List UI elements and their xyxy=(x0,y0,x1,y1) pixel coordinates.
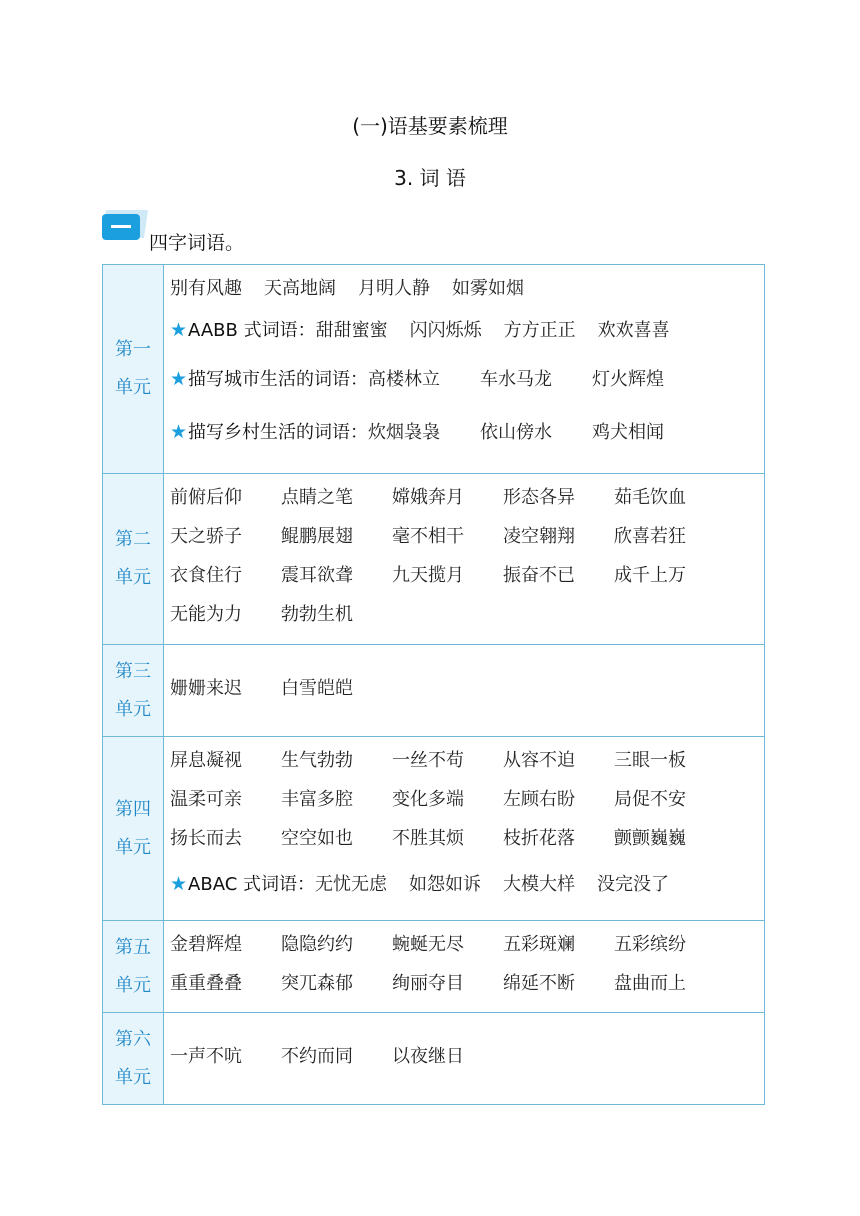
word-item: 扬长而去 xyxy=(170,828,242,849)
unit-label-cell xyxy=(103,645,164,737)
word-item: 成千上万 xyxy=(614,565,686,586)
unit-label: 第六单元 xyxy=(115,1028,151,1088)
word-item: 鸡犬相闻 xyxy=(592,422,665,443)
unit-label: 第五单元 xyxy=(115,936,151,996)
word-item: 欢欢喜喜 xyxy=(597,320,670,341)
unit-words-cell xyxy=(164,921,765,1013)
unit-words-cell xyxy=(164,474,765,645)
word-line xyxy=(170,595,764,634)
page-subheading: 3. 词 语 xyxy=(394,166,466,190)
unit-label-cell xyxy=(103,1013,164,1105)
page-heading: (一)语基要素梳理 xyxy=(352,114,508,138)
word-line xyxy=(170,556,764,595)
word-item: 勃勃生机 xyxy=(281,604,353,625)
word-item: 枝折花落 xyxy=(503,828,575,849)
unit-label: 第四单元 xyxy=(115,798,151,858)
unit-words-cell xyxy=(164,1013,765,1105)
units-table xyxy=(102,264,765,1105)
word-item: 无能为力 xyxy=(170,604,242,625)
word-item: 变化多端 xyxy=(392,789,464,810)
starred-word-line xyxy=(170,858,764,911)
starred-word-line xyxy=(170,353,764,406)
word-item: 天高地阔 xyxy=(264,278,336,299)
word-item: 丰富多腔 xyxy=(281,789,353,810)
word-item: 闪闪烁烁 xyxy=(409,320,482,341)
word-item: 凌空翱翔 xyxy=(503,526,575,547)
word-item: 生气勃勃 xyxy=(281,750,353,771)
word-item: 欣喜若狂 xyxy=(614,526,686,547)
word-item: 盘曲而上 xyxy=(614,973,686,994)
unit-label-cell xyxy=(103,474,164,645)
word-category-label: AABB 式词语： xyxy=(188,320,316,341)
word-item: 茹毛饮血 xyxy=(614,487,686,508)
word-item: 嫦娥奔月 xyxy=(392,487,464,508)
word-item: 以夜继日 xyxy=(392,1046,464,1067)
word-line xyxy=(170,269,764,308)
unit-words-cell xyxy=(164,737,765,921)
word-item: 灯火辉煌 xyxy=(592,369,665,390)
word-item: 蜿蜒无尽 xyxy=(392,934,464,955)
word-line xyxy=(170,669,764,708)
unit-label-cell xyxy=(103,737,164,921)
word-item: 无忧无虑 xyxy=(315,874,387,895)
word-item: 没完没了 xyxy=(597,874,669,895)
star-icon: ★ xyxy=(170,319,188,341)
section-header xyxy=(102,208,502,254)
word-line xyxy=(170,925,764,964)
word-item: 屏息凝视 xyxy=(170,750,242,771)
star-icon: ★ xyxy=(170,421,188,443)
word-category-label: 描写乡村生活的词语： xyxy=(188,422,369,443)
word-item: 形态各异 xyxy=(503,487,575,508)
unit-label: 第三单元 xyxy=(115,660,151,720)
word-item: 五彩缤纷 xyxy=(614,934,686,955)
word-item: 一丝不苟 xyxy=(392,750,464,771)
star-icon: ★ xyxy=(170,368,188,390)
starred-word-line xyxy=(170,308,764,353)
word-item: 高楼林立 xyxy=(368,369,441,390)
section-badge-icon xyxy=(102,208,148,240)
word-item: 毫不相干 xyxy=(392,526,464,547)
word-item: 绚丽夺目 xyxy=(392,973,464,994)
word-item: 如雾如烟 xyxy=(452,278,524,299)
word-item: 五彩斑斓 xyxy=(503,934,575,955)
unit-label-cell xyxy=(103,921,164,1013)
unit-row xyxy=(103,265,765,474)
word-item: 一声不吭 xyxy=(170,1046,242,1067)
section-title: 四字词语。 xyxy=(149,232,245,254)
word-line xyxy=(170,478,764,517)
word-item: 不约而同 xyxy=(281,1046,353,1067)
word-item: 隐隐约约 xyxy=(281,934,353,955)
word-item: 月明人静 xyxy=(358,278,430,299)
star-icon: ★ xyxy=(170,873,188,895)
word-item: 局促不安 xyxy=(614,789,686,810)
word-item: 三眼一板 xyxy=(614,750,686,771)
word-item: 震耳欲聋 xyxy=(281,565,353,586)
unit-words-cell xyxy=(164,645,765,737)
word-item: 不胜其烦 xyxy=(392,828,464,849)
word-item: 如怨如诉 xyxy=(409,874,481,895)
word-item: 天之骄子 xyxy=(170,526,242,547)
unit-row xyxy=(103,645,765,737)
word-line xyxy=(170,964,764,1003)
word-line xyxy=(170,741,764,780)
word-item: 白雪皑皑 xyxy=(281,678,353,699)
word-item: 大模大样 xyxy=(503,874,575,895)
unit-row xyxy=(103,474,765,645)
word-line xyxy=(170,780,764,819)
unit-words-cell xyxy=(164,265,765,474)
unit-label: 第一单元 xyxy=(115,339,151,398)
word-item: 从容不迫 xyxy=(503,750,575,771)
word-item: 九天揽月 xyxy=(392,565,464,586)
word-item: 颤颤巍巍 xyxy=(614,828,686,849)
word-item: 姗姗来迟 xyxy=(170,678,242,699)
word-item: 依山傍水 xyxy=(480,422,553,443)
starred-word-line xyxy=(170,406,764,459)
word-item: 金碧辉煌 xyxy=(170,934,242,955)
unit-row xyxy=(103,1013,765,1105)
word-item: 空空如也 xyxy=(281,828,353,849)
unit-label: 第二单元 xyxy=(115,529,151,588)
word-item: 点睛之笔 xyxy=(281,487,353,508)
word-line xyxy=(170,517,764,556)
word-item: 温柔可亲 xyxy=(170,789,242,810)
word-category-label: ABAC 式词语： xyxy=(188,874,315,895)
word-item: 左顾右盼 xyxy=(503,789,575,810)
word-line xyxy=(170,819,764,858)
word-item: 车水马龙 xyxy=(480,369,553,390)
word-item: 绵延不断 xyxy=(503,973,575,994)
word-item: 前俯后仰 xyxy=(170,487,242,508)
unit-row xyxy=(103,921,765,1013)
word-item: 振奋不已 xyxy=(503,565,575,586)
word-item: 方方正正 xyxy=(503,320,576,341)
word-item: 炊烟袅袅 xyxy=(368,422,441,443)
word-category-label: 描写城市生活的词语： xyxy=(188,369,369,390)
word-item: 甜甜蜜蜜 xyxy=(315,320,388,341)
word-item: 别有风趣 xyxy=(170,278,242,299)
word-item: 重重叠叠 xyxy=(170,973,242,994)
word-line xyxy=(170,1037,764,1076)
word-item: 衣食住行 xyxy=(170,565,242,586)
word-item: 鲲鹏展翅 xyxy=(281,526,353,547)
unit-label-cell xyxy=(103,265,164,474)
unit-row xyxy=(103,737,765,921)
word-item: 突兀森郁 xyxy=(281,973,353,994)
